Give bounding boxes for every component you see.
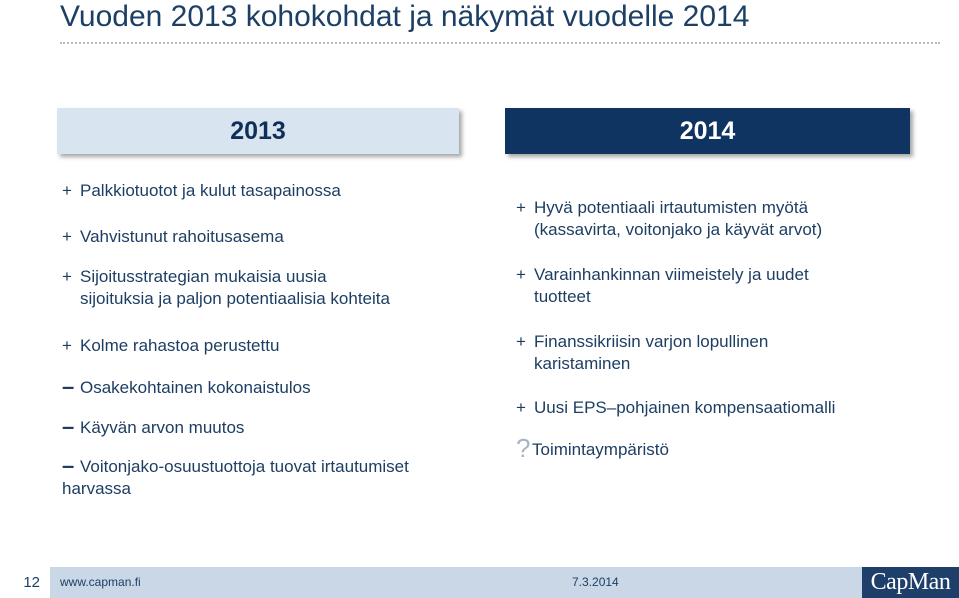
header-2013: 2013 [57, 108, 459, 154]
list-item-text: Sijoitusstrategian mukaisia uusia [80, 267, 327, 286]
list-item-text: (kassavirta, voitonjako ja käyvät arvot) [534, 220, 823, 239]
list-item [516, 331, 768, 375]
list-item [62, 374, 311, 399]
list-item-text: Kolme rahastoa perustettu [80, 336, 280, 355]
plus-icon: + [516, 398, 526, 417]
list-item-text: Osakekohtainen kokonaistulos [80, 378, 311, 397]
footer [0, 567, 959, 598]
list-item-text: Vahvistunut rahoitusasema [80, 227, 284, 246]
minus-icon: – [62, 453, 75, 478]
footer-bar [50, 567, 862, 598]
plus-icon: + [62, 267, 72, 286]
list-item-text: Palkkiotuotot ja kulut tasapainossa [80, 181, 341, 200]
list-item-text: Hyvä potentiaali irtautumisten myötä [534, 198, 809, 217]
minus-icon: – [62, 414, 75, 439]
list-item-text: Varainhankinnan viimeistely ja uudet [534, 265, 809, 284]
list-item [62, 453, 409, 500]
plus-icon: + [516, 198, 526, 217]
list-item [62, 266, 390, 310]
list-item [62, 414, 245, 439]
list-item-text: Käyvän arvon muutos [80, 418, 245, 437]
list-item [516, 433, 669, 463]
footer-date: 7.3.2014 [572, 575, 619, 589]
website-link[interactable]: www.capman.fi [60, 575, 141, 589]
list-item [516, 264, 809, 308]
minus-icon: – [62, 374, 75, 399]
list-item [62, 226, 284, 248]
plus-icon: + [516, 265, 526, 284]
list-item [516, 397, 835, 419]
question-mark-icon: ? [516, 433, 531, 463]
page-title: Vuoden 2013 kohokohdat ja näkymät vuodelle 2014 [60, 0, 750, 33]
list-item [62, 180, 341, 202]
plus-icon: + [516, 332, 526, 351]
page-number: 12 [0, 567, 50, 598]
list-item-text: Voitonjako-osuustuottoja tuovat irtautumiset [80, 457, 409, 476]
list-item [516, 197, 822, 241]
capman-logo: CapMan [862, 567, 959, 598]
list-item-text: Toimintaympäristö [532, 440, 669, 459]
list-item-text: tuotteet [534, 287, 591, 306]
plus-icon: + [62, 181, 72, 200]
list-item-text: karistaminen [534, 354, 631, 373]
plus-icon: + [62, 227, 72, 246]
list-item-text: Uusi EPS–pohjainen kompensaatiomalli [534, 398, 836, 417]
title-divider [60, 42, 940, 44]
list-item [62, 335, 279, 357]
list-item-text: harvassa [62, 479, 131, 498]
list-item-text: sijoituksia ja paljon potentiaalisia kohteita [80, 289, 390, 308]
header-2014: 2014 [505, 108, 910, 154]
plus-icon: + [62, 336, 72, 355]
list-item-text: Finanssikriisin varjon lopullinen [534, 332, 769, 351]
